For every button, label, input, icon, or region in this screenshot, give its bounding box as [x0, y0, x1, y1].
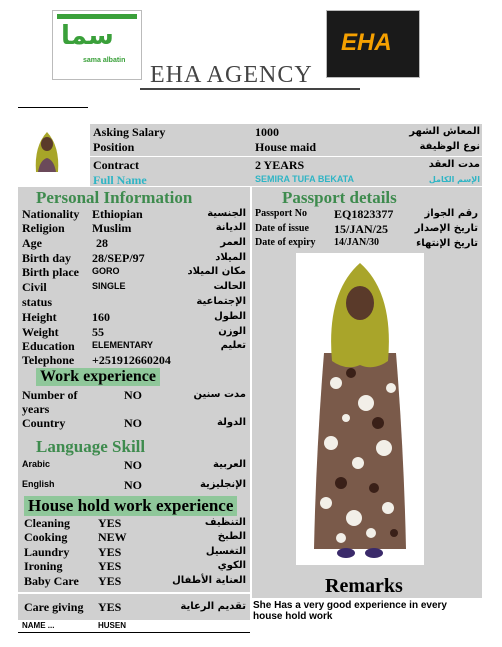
height-label: Height: [22, 310, 57, 324]
ironing-value: YES: [98, 559, 122, 573]
religion-label: Religion: [22, 221, 65, 235]
ironing-label: Ironing: [24, 559, 63, 573]
full-body-photo: [296, 253, 424, 565]
cooking-ar: الطبخ: [217, 531, 246, 542]
nationality-value: Ethiopian: [92, 207, 143, 221]
laundry-ar: التغسيل: [205, 546, 246, 557]
footer-name-label: NAME ...: [22, 621, 55, 630]
arabic-label: Arabic: [22, 459, 51, 469]
education-label: Education: [22, 339, 75, 353]
issue-date-ar: تاريخ الإصدار: [414, 223, 478, 234]
birthplace-ar: مكان الميلاد: [187, 266, 246, 277]
babycare-value: YES: [98, 574, 122, 588]
eha-logo-text: EHA: [341, 29, 392, 56]
fullname-value: SEMIRA TUFA BEKATA: [255, 174, 354, 184]
country-label: Country: [22, 416, 66, 430]
birthday-value: 28/SEP/97: [92, 251, 145, 265]
expiry-date-ar: تاريخ الإنتهاء: [416, 238, 478, 249]
babycare-ar: العناية الأطفال: [172, 575, 246, 586]
cleaning-ar: التنظيف: [204, 517, 246, 528]
fullname-ar: الإسم الكامل: [428, 175, 480, 184]
contract-value: 2 YEARS: [255, 158, 305, 172]
country-value: NO: [124, 416, 142, 430]
cleaning-label: Cleaning: [24, 516, 71, 530]
caregiving-ar: تقديم الرعاية: [180, 601, 246, 612]
divider-line: [18, 107, 88, 108]
fullname-label: Full Name: [93, 173, 147, 187]
weight-ar: الوزن: [218, 326, 246, 337]
row-separator: [90, 156, 482, 157]
ironing-ar: الكوي: [217, 560, 246, 571]
agency-title: EHA AGENCY: [150, 62, 313, 88]
salary-value: 1000: [255, 125, 279, 139]
logo-arabic-text: سما: [61, 21, 114, 51]
weight-label: Weight: [22, 325, 59, 339]
passport-heading: Passport details: [282, 188, 397, 207]
passport-no-label: Passport No: [255, 208, 307, 219]
passport-no-ar: رقم الجواز: [424, 208, 478, 219]
religion-ar: الديانة: [215, 222, 246, 233]
birthplace-value: GORO: [92, 266, 120, 276]
education-ar: تعليم: [220, 340, 246, 351]
position-label: Position: [93, 140, 135, 154]
nationality-label: Nationality: [22, 207, 80, 221]
laundry-value: YES: [98, 545, 122, 559]
civil-ar-1: الحالت: [213, 281, 246, 292]
civil-ar-2: الإجتماعية: [196, 296, 246, 307]
household-heading: House hold work experience: [24, 496, 237, 516]
remarks-heading: Remarks: [325, 575, 403, 597]
title-underline: [140, 88, 360, 90]
nationality-ar: الجنسية: [207, 208, 246, 219]
position-value: House maid: [255, 140, 317, 154]
height-value: 160: [92, 310, 110, 324]
issue-date-value: 15/JAN/25: [334, 222, 388, 236]
caregiving-label: Care giving: [24, 600, 84, 614]
work-years-label-2: years: [22, 402, 50, 416]
passport-no-value: EQ1823377: [334, 207, 394, 221]
english-label: English: [22, 479, 55, 489]
civil-value: SINGLE: [92, 281, 126, 291]
expiry-date-value: 14/JAN/30: [334, 237, 379, 248]
salary-label: Asking Salary: [93, 125, 166, 139]
work-years-value: NO: [124, 388, 142, 402]
telephone-label: Telephone: [22, 353, 75, 367]
expiry-date-label: Date of expiry: [255, 237, 316, 248]
cleaning-value: YES: [98, 516, 122, 530]
salary-ar: المعاش الشهر: [409, 126, 480, 137]
country-ar: الدولة: [217, 417, 246, 428]
birthday-ar: الميلاد: [215, 252, 246, 263]
age-label: Age: [22, 236, 42, 250]
caregiving-value: YES: [98, 600, 122, 614]
arabic-value: NO: [124, 458, 142, 472]
cooking-value: NEW: [98, 530, 127, 544]
babycare-label: Baby Care: [24, 574, 79, 588]
civil-label-2: status: [22, 295, 53, 309]
logo-english-text: sama albatin: [83, 57, 126, 64]
personal-info-heading: Personal Information: [36, 188, 193, 207]
birthplace-label: Birth place: [22, 265, 79, 279]
issue-date-label: Date of issue: [255, 223, 309, 234]
language-skill-heading: Language Skill: [36, 437, 146, 456]
english-value: NO: [124, 478, 142, 492]
contract-label: Contract: [93, 158, 139, 172]
row-separator: [18, 592, 250, 594]
education-value: ELEMENTARY: [92, 340, 154, 350]
birthday-label: Birth day: [22, 251, 72, 265]
civil-label-1: Civil: [22, 280, 47, 294]
sama-albatin-logo: [52, 10, 142, 80]
footer-name-value: HUSEN: [98, 621, 127, 630]
laundry-label: Laundry: [24, 545, 70, 559]
religion-value: Muslim: [92, 221, 132, 235]
work-years-ar: مدت سنين: [193, 389, 246, 400]
age-ar: العمر: [220, 237, 246, 248]
height-ar: الطول: [214, 311, 246, 322]
work-years-label-1: Number of: [22, 388, 78, 402]
age-value: 28: [96, 236, 108, 250]
work-experience-heading: Work experience: [36, 368, 160, 386]
arabic-ar: العربية: [213, 459, 246, 470]
telephone-value: +251912660204: [92, 353, 171, 367]
remarks-text: She Has a very good experience in every house hold work: [253, 600, 447, 622]
position-ar: نوع الوظيفة: [419, 141, 480, 152]
weight-value: 55: [92, 325, 104, 339]
cooking-label: Cooking: [24, 530, 68, 544]
english-ar: الإنجليزية: [199, 479, 246, 490]
thumbnail-photo: [28, 126, 66, 172]
footer-line: [18, 632, 250, 633]
contract-ar: مدت العقد: [428, 159, 480, 170]
eha-logo: [326, 10, 420, 78]
